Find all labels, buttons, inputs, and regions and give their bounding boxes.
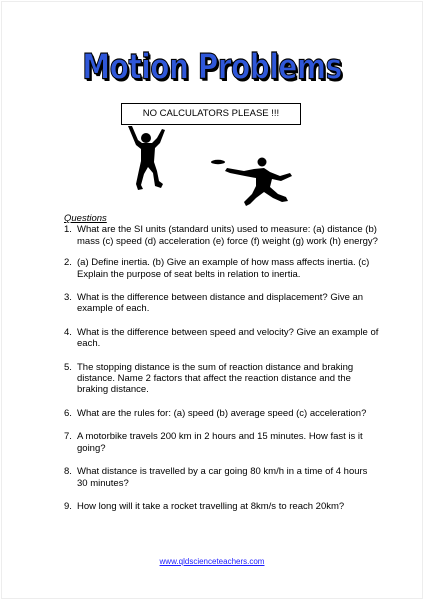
question-text: How long will it take a rocket travelling at 8km/s to reach 20km?: [77, 500, 345, 512]
question-number: 3.: [64, 292, 72, 304]
question-number: 4.: [64, 326, 72, 338]
page-title: Motion Problems: [82, 45, 342, 88]
question-item: [64, 362, 380, 396]
question-item: [64, 292, 380, 315]
question-text: (a) Define inertia. (b) Give an example of how mass affects inertia. (c) Explain the purpose of seat belts in relation to inertia.: [77, 257, 370, 280]
question-item: [64, 466, 380, 489]
questions-heading: Questions: [64, 213, 107, 224]
question-text: What is the difference between distance and displacement? Give an example of each.: [77, 292, 364, 315]
question-text: A motorbike travels 200 km in 2 hours and 15 minutes. How fast is it going?: [77, 431, 363, 454]
question-number: 5.: [64, 361, 72, 373]
question-text: What is the difference between speed and velocity? Give an example of each.: [77, 326, 379, 350]
title-banner: [0, 45, 424, 88]
question-number: 1.: [64, 224, 72, 236]
notice-box: NO CALCULATORS PLEASE !!!: [121, 103, 301, 125]
question-item: [64, 408, 380, 419]
questions-list: [64, 224, 380, 512]
frisbee-thrower-figure: [206, 154, 296, 210]
question-number: 7.: [64, 431, 72, 443]
question-item: [64, 431, 380, 454]
question-item: [64, 327, 380, 350]
question-text: What distance is travelled by a car going 80 km/h in a time of 4 hours 30 minutes?: [77, 466, 368, 489]
question-number: 2.: [64, 257, 72, 269]
footer-link[interactable]: www.qldscienceteachers.com: [159, 557, 265, 566]
question-number: 6.: [64, 407, 72, 419]
question-text: The stopping distance is the sum of reaction distance and braking distance. Name 2 factors that affect the reaction distance and the braking distance.: [77, 361, 354, 396]
question-text: What are the SI units (standard units) used to measure: (a) distance (b) mass (c) speed (d) acceleration (e) force (f) weight (g) work (h) energy?: [77, 224, 378, 247]
question-number: 8.: [64, 466, 72, 478]
questions-section: [64, 213, 380, 512]
question-number: 9.: [64, 500, 72, 512]
question-text: What are the rules for: (a) speed (b) average speed (c) acceleration?: [77, 407, 367, 419]
question-item: [64, 257, 380, 280]
question-item: [64, 501, 380, 512]
question-item: [64, 224, 380, 247]
jumping-person-figure: [124, 123, 170, 195]
frisbee-icon: [211, 160, 225, 164]
